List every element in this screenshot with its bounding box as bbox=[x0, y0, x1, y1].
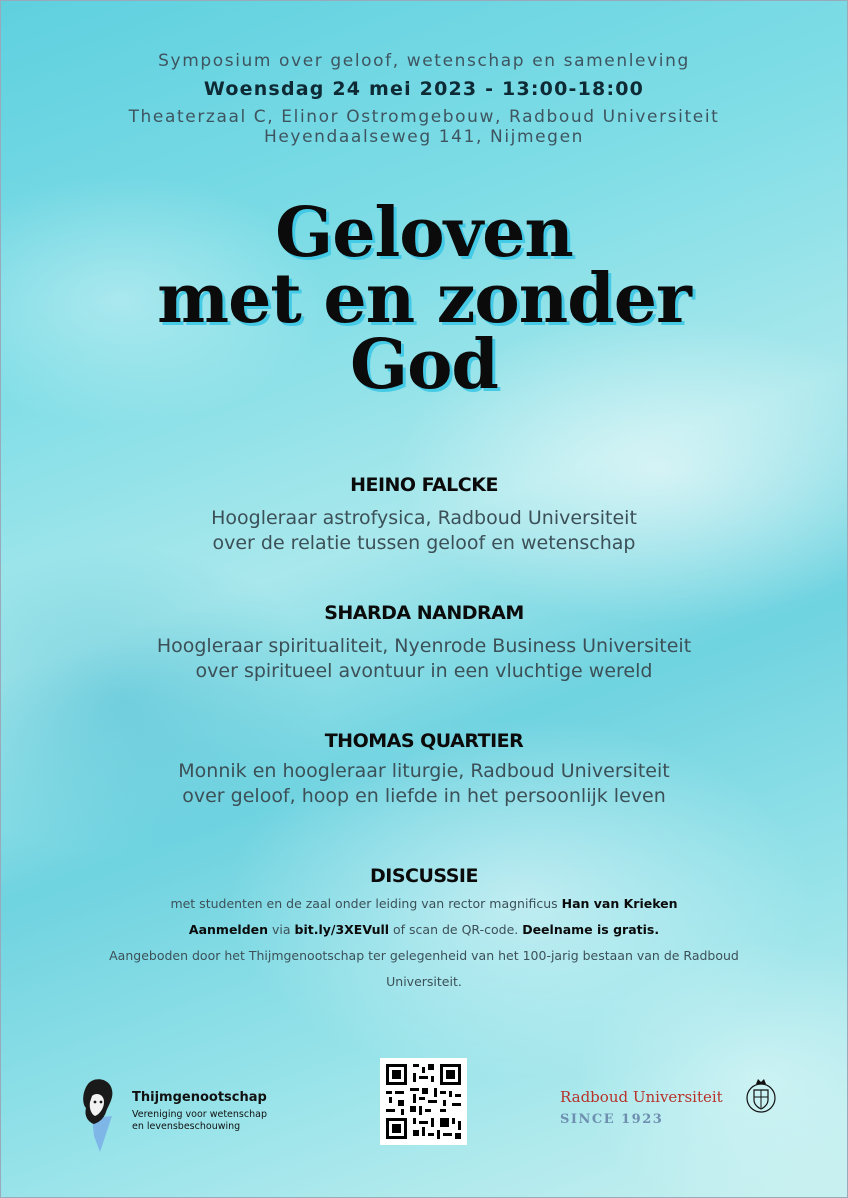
speaker-3-desc-2: over geloof, hoop en liefde in het persoonlijk leven bbox=[182, 785, 666, 807]
portrait-icon bbox=[78, 1076, 120, 1152]
qr-code-icon bbox=[380, 1058, 467, 1145]
speaker-2-desc-2: over spiritueel avontuur in een vluchtige wereld bbox=[195, 660, 653, 682]
ru-name: Radboud Universiteit bbox=[560, 1088, 723, 1106]
register-mid: of scan de QR-code. bbox=[389, 922, 523, 937]
radboud-logo bbox=[560, 1072, 778, 1132]
venue-line-1: Theaterzaal C, Elinor Ostromgebouw, Radboud Universiteit bbox=[128, 107, 720, 127]
thijm-name: Thijmgenootschap bbox=[132, 1090, 267, 1105]
speaker-1-name: HEINO FALCKE bbox=[350, 474, 498, 496]
qr-code[interactable] bbox=[380, 1058, 467, 1145]
register-link[interactable]: bit.ly/3XEVull bbox=[294, 922, 390, 937]
speaker-1-desc-1: Hoogleraar astrofysica, Radboud Universiteit bbox=[211, 507, 637, 529]
speaker-2-name: SHARDA NANDRAM bbox=[324, 602, 524, 624]
poster-title bbox=[0, 193, 848, 405]
event-date: Woensdag 24 mei 2023 - 13:00-18:00 bbox=[203, 78, 645, 100]
speaker-1-desc-2: over de relatie tussen geloof en wetenschap bbox=[212, 532, 636, 554]
speaker-2-desc-1: Hoogleraar spiritualiteit, Nyenrode Business Universiteit bbox=[156, 635, 692, 657]
moderator-name: Han van Krieken bbox=[561, 896, 678, 911]
register-label: Aanmelden bbox=[188, 922, 269, 937]
registration-line bbox=[0, 917, 848, 943]
speaker-3-desc-1: Monnik en hoogleraar liturgie, Radboud Universiteit bbox=[178, 760, 670, 782]
title-line-1: Geloven bbox=[275, 193, 573, 273]
venue-line-2: Heyendaalseweg 141, Nijmegen bbox=[263, 127, 585, 147]
event-subtitle: Symposium over geloof, wetenschap en samenleving bbox=[158, 51, 690, 71]
discussion-heading: DISCUSSIE bbox=[370, 865, 478, 887]
title-line-2: met en zonder bbox=[157, 259, 691, 339]
speaker-3-name: THOMAS QUARTIER bbox=[324, 730, 524, 752]
discussion-text: met studenten en de zaal onder leiding van rector magnificus bbox=[170, 896, 562, 911]
thijm-tagline-1: Vereniging voor wetenschap bbox=[132, 1109, 267, 1120]
thijmgenootschap-logo bbox=[78, 1076, 278, 1152]
title-line-3: God bbox=[350, 325, 498, 405]
discussion-line bbox=[0, 891, 848, 917]
thijm-tagline-2: en levensbeschouwing bbox=[132, 1121, 241, 1132]
ru-since: SINCE 1923 bbox=[560, 1112, 664, 1127]
free-entry: Deelname is gratis. bbox=[522, 922, 660, 937]
offered-by-line-2: Universiteit. bbox=[386, 974, 462, 989]
university-seal-icon bbox=[746, 1074, 776, 1120]
register-via: via bbox=[268, 922, 295, 937]
offered-by-line-1: Aangeboden door het Thijmgenootschap ter gelegenheid van het 100-jarig bestaan van de Radboud bbox=[109, 948, 739, 963]
